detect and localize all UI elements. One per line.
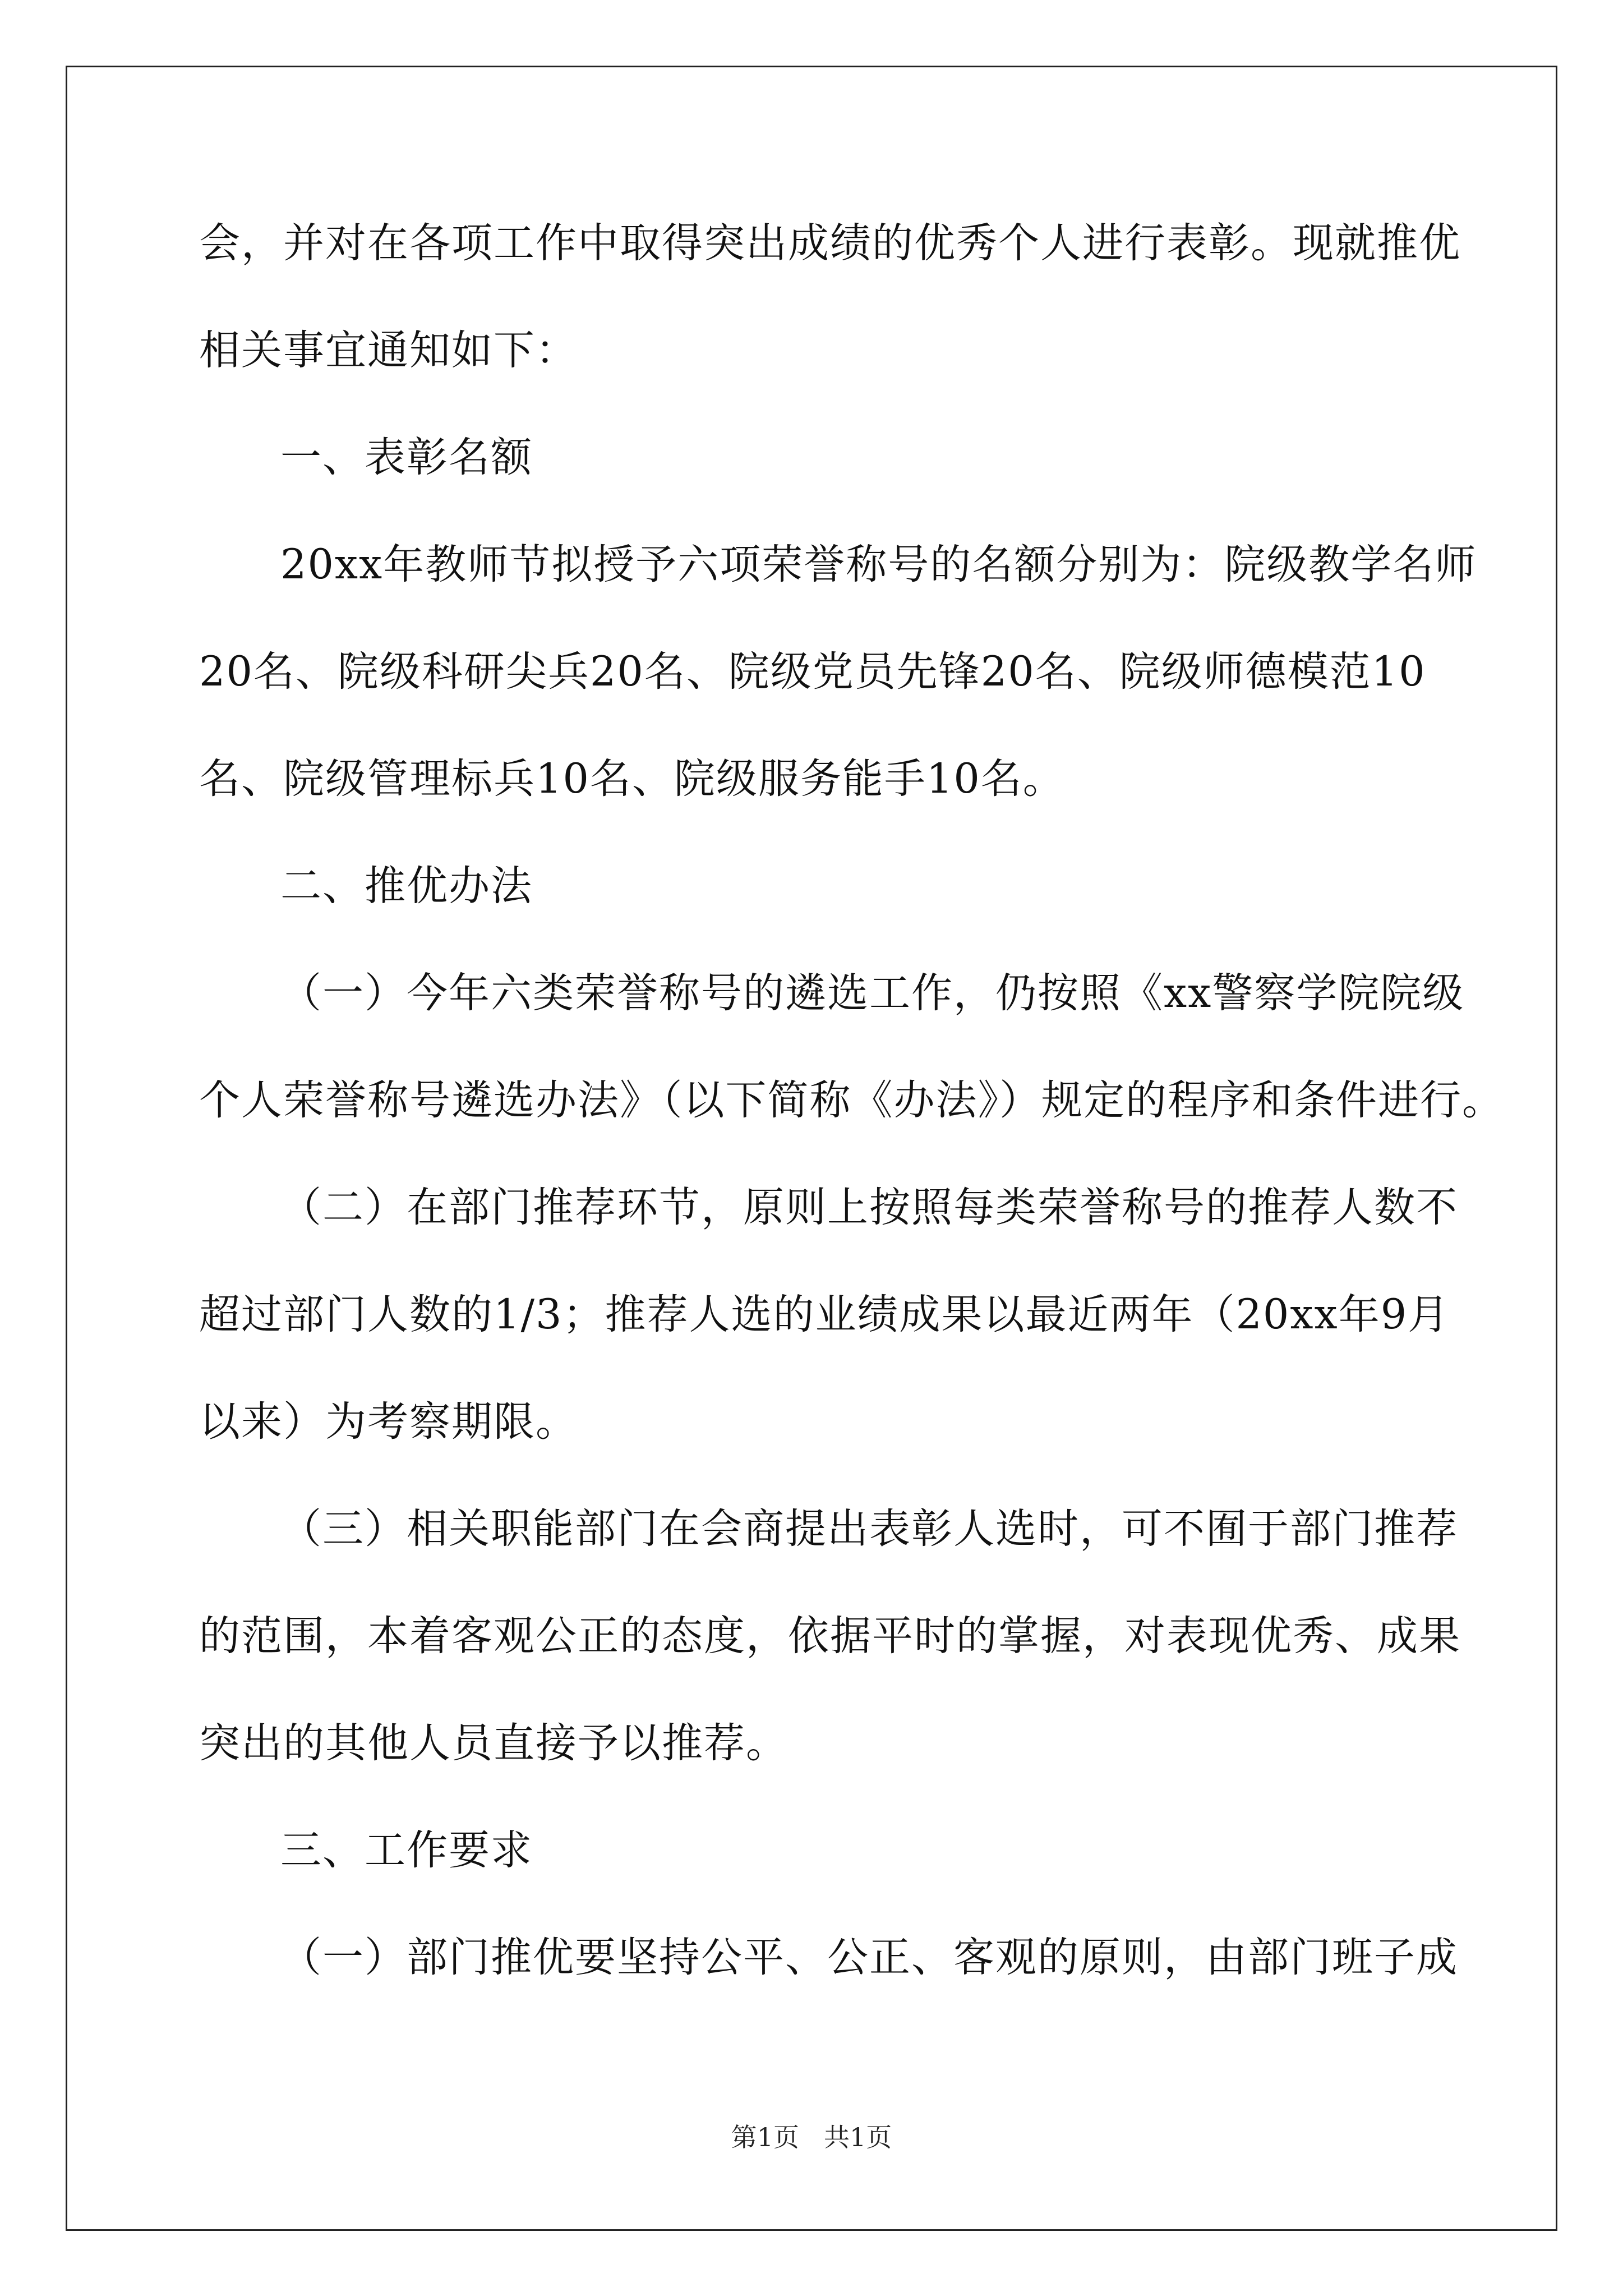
section-heading: 二、推优办法 bbox=[280, 862, 533, 910]
text-line: 突出的其他人员直接予以推荐。 bbox=[199, 1719, 788, 1767]
text-line: （二）在部门推荐环节，原则上按照每类荣誉称号的推荐人数不 bbox=[280, 1184, 1458, 1231]
text-line: 20名、院级科研尖兵20名、院级党员先锋20名、院级师德模范10 bbox=[199, 648, 1426, 696]
text-line: 以来）为考察期限。 bbox=[199, 1398, 578, 1446]
text-line: 名、院级管理标兵10名、院级服务能手10名。 bbox=[199, 755, 1065, 803]
text-line: 个人荣誉称号遴选办法》（以下简称《办法》）规定的程序和条件进行。 bbox=[199, 1076, 1504, 1124]
page-total: 共1页 bbox=[824, 2122, 892, 2152]
page-border bbox=[66, 66, 1557, 2231]
section-heading: 一、表彰名额 bbox=[280, 434, 533, 481]
page-number: 第1页 bbox=[731, 2122, 799, 2152]
text-line: 会，并对在各项工作中取得突出成绩的优秀个人进行表彰。现就推优 bbox=[199, 219, 1461, 267]
text-line: （三）相关职能部门在会商提出表彰人选时，可不囿于部门推荐 bbox=[280, 1505, 1458, 1553]
text-line: 20xx年教师节拟授予六项荣誉称号的名额分别为：院级教学名师 bbox=[280, 541, 1477, 588]
section-heading: 三、工作要求 bbox=[280, 1826, 533, 1874]
text-line: 相关事宜通知如下： bbox=[199, 326, 578, 374]
text-line: （一）今年六类荣誉称号的遴选工作，仍按照《xx警察学院院级 bbox=[280, 969, 1465, 1017]
page-footer bbox=[0, 2120, 1623, 2154]
text-line: （一）部门推优要坚持公平、公正、客观的原则，由部门班子成 bbox=[280, 1934, 1458, 1981]
text-line: 的范围，本着客观公正的态度，依据平时的掌握，对表现优秀、成果 bbox=[199, 1612, 1461, 1660]
text-line: 超过部门人数的1/3；推荐人选的业绩成果以最近两年（20xx年9月 bbox=[199, 1291, 1450, 1338]
